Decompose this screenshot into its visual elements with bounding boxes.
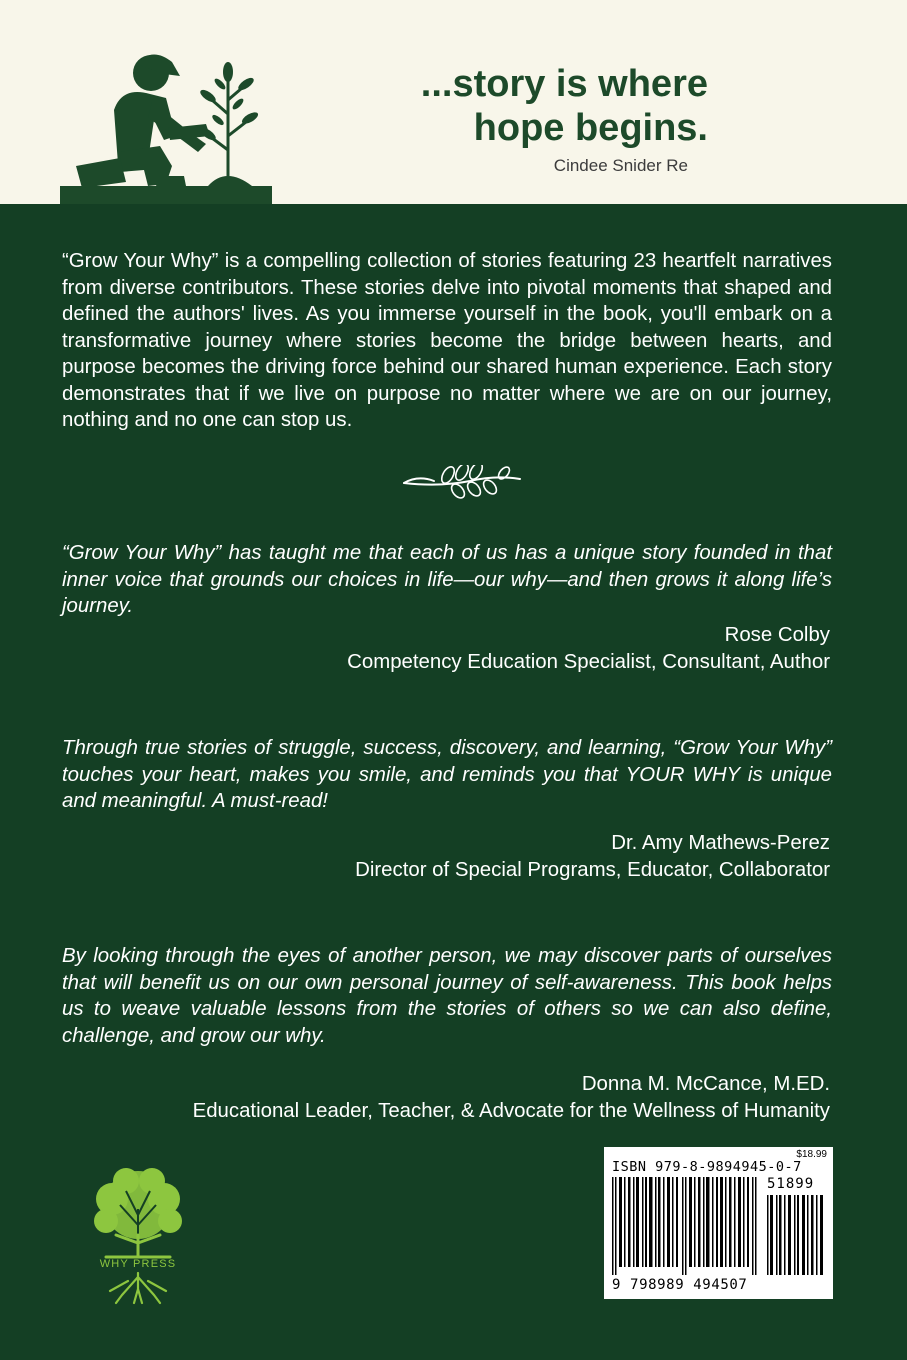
- leaf-branch-icon: [400, 465, 524, 499]
- barcode-bars: [612, 1177, 757, 1275]
- person-planting-tree-icon: [56, 40, 278, 204]
- tree-of-life-icon: [76, 1165, 200, 1307]
- book-description: “Grow Your Why” is a compelling collection of stories featuring 23 heartfelt narratives from diverse contributors. These stories delve into pivotal moments that shaped and defined the authors' lives. As you immerse yourself in the book, you'll embark on a transformative journey where stories become the bridge between hearts, and purpose becomes the driving force behind our shared human experience. Each story demonstrates that if we live on purpose no matter where we are on our journey, nothing and no one can stop us.: [62, 250, 832, 431]
- testimonial-attribution-2: [355, 830, 830, 883]
- tagline-author: Cindee Snider Re: [553, 156, 688, 175]
- isbn-number: ISBN 979-8-9894945-0-7: [612, 1159, 802, 1175]
- testimonial-attribution-1: [347, 622, 830, 675]
- testimonial-name-1: Rose Colby: [724, 624, 830, 646]
- tagline: [380, 62, 708, 150]
- testimonial-quote-1: “Grow Your Why” has taught me that each of us has a unique story founded in that inner voice that grounds our choices in life—our why—and then grows it along life’s journey.: [62, 542, 832, 617]
- isbn-barcode: [604, 1147, 833, 1299]
- testimonial-title-2: Director of Special Programs, Educator, Collaborator: [355, 858, 830, 881]
- ean-number: 9 798989 494507: [612, 1277, 748, 1293]
- testimonial-name-2: Dr. Amy Mathews-Perez: [611, 832, 830, 854]
- testimonial-title-1: Competency Education Specialist, Consultant, Author: [347, 650, 830, 673]
- testimonial-attribution-3: [193, 1071, 830, 1124]
- testimonial-quote-2: Through true stories of struggle, success, discovery, and learning, “Grow Your Why” touches your heart, makes you smile, and reminds you that YOUR WHY is unique and meaningful. A must-read!: [62, 737, 832, 812]
- price-label: $18.99: [796, 1149, 827, 1160]
- testimonial-quote-3: By looking through the eyes of another person, we may discover parts of ourselves that will benefit us on our own personal journey of self-awareness. This book helps us to weave valuable lessons from the stories of others so we can also define, challenge, and grow our why.: [62, 945, 832, 1047]
- testimonial-title-3: Educational Leader, Teacher, & Advocate for the Wellness of Humanity: [192, 1099, 830, 1122]
- tagline-line-1: ...story is where: [420, 63, 708, 105]
- publisher-name: WHY PRESS: [99, 1258, 177, 1270]
- testimonial-name-3: Donna M. McCance, M.ED.: [581, 1073, 830, 1095]
- tagline-line-2: hope begins.: [473, 107, 708, 149]
- addon-barcode-bars: [767, 1195, 825, 1275]
- addon-code: 51899: [767, 1176, 815, 1192]
- header-band: [0, 0, 907, 204]
